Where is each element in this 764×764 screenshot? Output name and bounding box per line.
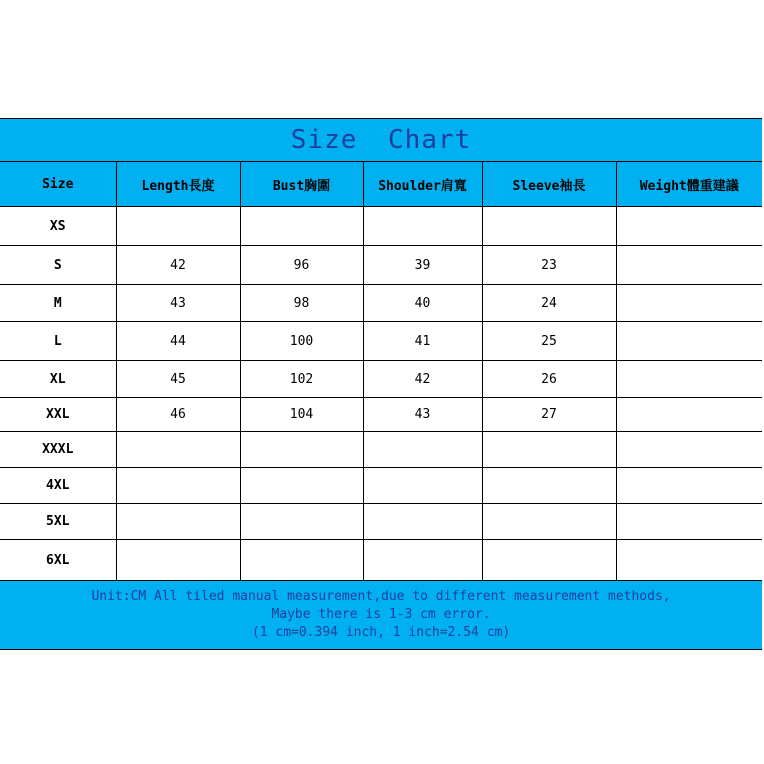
shoulder-cell: 40 [363,285,482,322]
size-cell: 6XL [0,540,116,581]
column-header-length: Length長度 [116,162,240,207]
length-cell [116,540,240,581]
sleeve-cell: 25 [482,322,616,361]
length-cell [116,432,240,468]
shoulder-cell [363,540,482,581]
size-cell: XL [0,361,116,398]
table-row [0,361,762,398]
size-cell: XXL [0,398,116,432]
shoulder-cell: 41 [363,322,482,361]
size-cell: S [0,246,116,285]
table-row [0,322,762,361]
weight-cell [616,468,762,504]
measurement-note [0,581,762,650]
length-cell: 44 [116,322,240,361]
size-chart-table [0,118,762,650]
sleeve-cell [482,504,616,540]
bust-cell: 104 [240,398,363,432]
sleeve-cell: 24 [482,285,616,322]
bust-cell: 100 [240,322,363,361]
note-line-conversion: (1 cm=0.394 inch, 1 inch=2.54 cm) [251,625,511,640]
bust-cell [240,432,363,468]
table-row [0,207,762,246]
shoulder-cell [363,432,482,468]
shoulder-cell: 43 [363,398,482,432]
chart-title: Size Chart [0,119,762,162]
weight-cell [616,432,762,468]
sleeve-cell [482,468,616,504]
size-cell: M [0,285,116,322]
length-cell: 46 [116,398,240,432]
length-cell: 43 [116,285,240,322]
sleeve-cell [482,540,616,581]
shoulder-cell [363,468,482,504]
table-row [0,504,762,540]
length-cell [116,207,240,246]
note-line-unit: Unit:CM All tiled manual measurement,due to different measurement methods, [91,589,671,604]
weight-cell [616,285,762,322]
weight-cell [616,322,762,361]
sleeve-cell: 23 [482,246,616,285]
weight-cell [616,398,762,432]
note-line-error: Maybe there is 1-3 cm error. [271,607,491,622]
length-cell: 45 [116,361,240,398]
shoulder-cell [363,207,482,246]
table-row [0,540,762,581]
table-row [0,285,762,322]
shoulder-cell: 39 [363,246,482,285]
column-header-size: Size [0,162,116,207]
length-cell: 42 [116,246,240,285]
sleeve-cell: 26 [482,361,616,398]
length-cell [116,504,240,540]
bust-cell [240,504,363,540]
weight-cell [616,361,762,398]
sleeve-cell [482,207,616,246]
bust-cell: 102 [240,361,363,398]
bust-cell: 96 [240,246,363,285]
size-cell: XXXL [0,432,116,468]
size-cell: 5XL [0,504,116,540]
weight-cell [616,207,762,246]
sleeve-cell [482,432,616,468]
shoulder-cell: 42 [363,361,482,398]
length-cell [116,468,240,504]
column-header-sleeve: Sleeve袖長 [482,162,616,207]
bust-cell [240,207,363,246]
column-header-shoulder: Shoulder肩寬 [363,162,482,207]
size-cell: 4XL [0,468,116,504]
weight-cell [616,540,762,581]
weight-cell [616,246,762,285]
bust-cell [240,540,363,581]
table-row [0,432,762,468]
column-header-weight: Weight體重建議 [616,162,762,207]
weight-cell [616,504,762,540]
bust-cell: 98 [240,285,363,322]
sleeve-cell: 27 [482,398,616,432]
table-row [0,246,762,285]
size-cell: L [0,322,116,361]
table-row [0,468,762,504]
table-row [0,398,762,432]
column-header-bust: Bust胸圍 [240,162,363,207]
shoulder-cell [363,504,482,540]
bust-cell [240,468,363,504]
size-cell: XS [0,207,116,246]
